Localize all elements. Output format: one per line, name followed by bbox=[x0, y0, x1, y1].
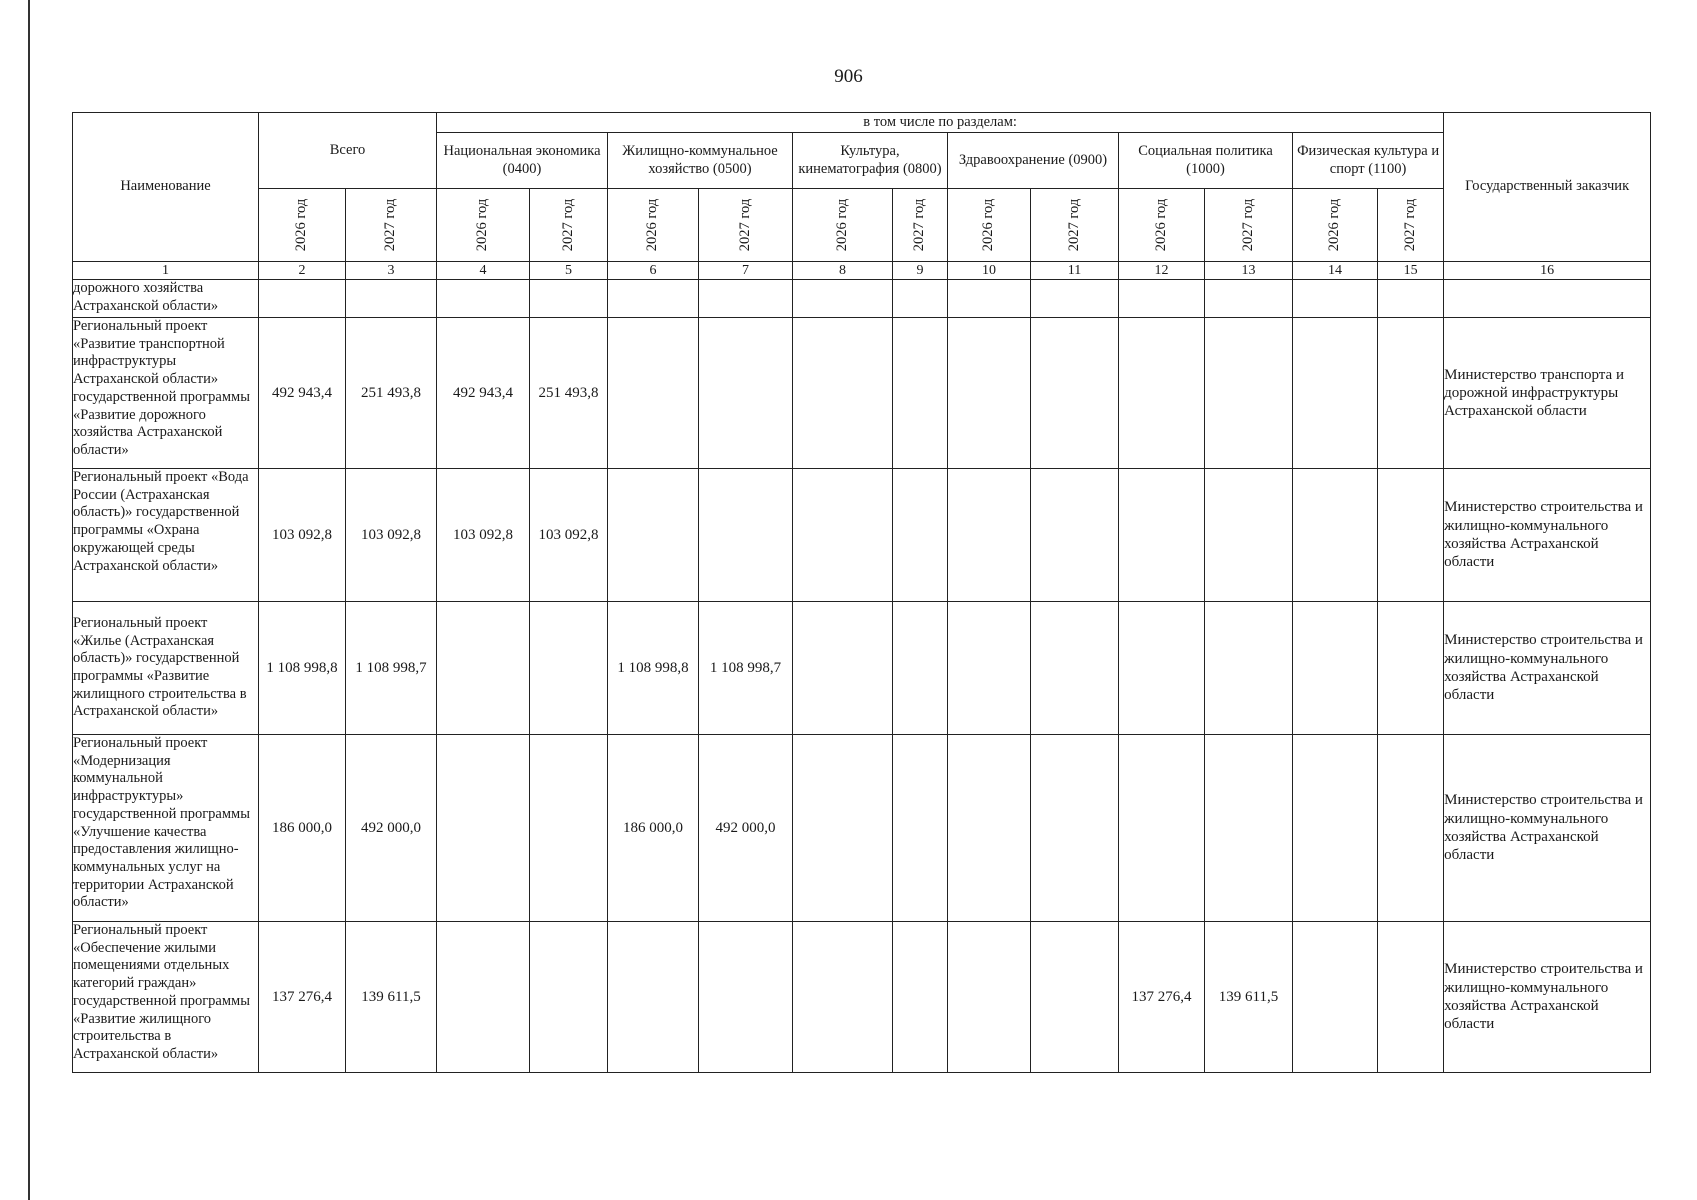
column-number: 4 bbox=[437, 262, 530, 280]
cell-value bbox=[1378, 318, 1444, 469]
page-number: 906 bbox=[834, 66, 863, 87]
cell-value bbox=[893, 318, 948, 469]
cell-value: 103 092,8 bbox=[437, 469, 530, 602]
header-total: Всего bbox=[259, 113, 437, 189]
cell-value: 251 493,8 bbox=[530, 318, 608, 469]
cell-value bbox=[1293, 922, 1378, 1073]
cell-value bbox=[1378, 602, 1444, 735]
cell-value: 137 276,4 bbox=[1119, 922, 1205, 1073]
cell-value: 103 092,8 bbox=[346, 469, 437, 602]
column-number-row bbox=[73, 262, 1651, 280]
cell-value bbox=[530, 602, 608, 735]
cell-value bbox=[699, 469, 793, 602]
year-header: 2027 год bbox=[530, 189, 608, 262]
cell-value bbox=[1293, 602, 1378, 735]
binding-line bbox=[28, 0, 30, 1200]
year-header: 2027 год bbox=[1205, 189, 1293, 262]
column-number: 5 bbox=[530, 262, 608, 280]
cell-value bbox=[1031, 922, 1119, 1073]
cell-value bbox=[793, 922, 893, 1073]
row-name: Региональный проект «Вода России (Астраханская область)» государственной программы «Охрана окружающей среды Астраханской области» bbox=[73, 469, 259, 602]
cell-value bbox=[346, 280, 437, 318]
budget-table bbox=[72, 112, 1651, 1073]
cell-value: 492 943,4 bbox=[259, 318, 346, 469]
year-header: 2026 год bbox=[793, 189, 893, 262]
column-number: 9 bbox=[893, 262, 948, 280]
cell-value bbox=[893, 602, 948, 735]
cell-value bbox=[259, 280, 346, 318]
cell-value: 492 000,0 bbox=[699, 735, 793, 922]
cell-value bbox=[1205, 735, 1293, 922]
cell-value bbox=[893, 469, 948, 602]
row-name: Региональный проект «Модернизация коммунальной инфраструктуры» государственной программы «Улучшение качества предоставления жилищно-коммунальных услуг на территории Астраханской области» bbox=[73, 735, 259, 922]
column-number: 11 bbox=[1031, 262, 1119, 280]
cell-value bbox=[793, 280, 893, 318]
year-header: 2026 год bbox=[259, 189, 346, 262]
header-name: Наименование bbox=[73, 113, 259, 262]
table-body bbox=[73, 280, 1651, 1073]
cell-value bbox=[948, 922, 1031, 1073]
cell-value bbox=[1293, 318, 1378, 469]
year-header: 2027 год bbox=[1031, 189, 1119, 262]
cell-value bbox=[437, 280, 530, 318]
column-number: 14 bbox=[1293, 262, 1378, 280]
cell-value bbox=[1205, 602, 1293, 735]
header-section: Жилищно-коммунальное хозяйство (0500) bbox=[608, 133, 793, 189]
cell-value: 137 276,4 bbox=[259, 922, 346, 1073]
year-header: 2026 год bbox=[437, 189, 530, 262]
cell-value bbox=[1031, 735, 1119, 922]
cell-value bbox=[1031, 602, 1119, 735]
cell-value bbox=[893, 922, 948, 1073]
cell-value: 139 611,5 bbox=[346, 922, 437, 1073]
cell-value bbox=[1119, 735, 1205, 922]
cell-value bbox=[948, 735, 1031, 922]
row-name: Региональный проект «Обеспечение жилыми помещениями отдельных категорий граждан» государственной программы «Развитие жилищного строительства в Астраханской области» bbox=[73, 922, 259, 1073]
cell-value bbox=[699, 922, 793, 1073]
header-sections-caption: в том числе по разделам: bbox=[437, 113, 1444, 133]
header-section: Национальная экономика (0400) bbox=[437, 133, 608, 189]
row-customer: Министерство транспорта и дорожной инфраструктуры Астраханской области bbox=[1444, 318, 1651, 469]
cell-value: 251 493,8 bbox=[346, 318, 437, 469]
cell-value: 139 611,5 bbox=[1205, 922, 1293, 1073]
column-number: 3 bbox=[346, 262, 437, 280]
cell-value bbox=[437, 735, 530, 922]
table-header bbox=[73, 113, 1651, 280]
cell-value: 1 108 998,7 bbox=[699, 602, 793, 735]
cell-value bbox=[1031, 469, 1119, 602]
column-number: 6 bbox=[608, 262, 699, 280]
row-name: дорожного хозяйства Астраханской области» bbox=[73, 280, 259, 318]
column-number: 7 bbox=[699, 262, 793, 280]
table-row bbox=[73, 318, 1651, 469]
cell-value bbox=[1378, 922, 1444, 1073]
cell-value bbox=[608, 922, 699, 1073]
cell-value bbox=[893, 735, 948, 922]
cell-value: 186 000,0 bbox=[259, 735, 346, 922]
column-number: 12 bbox=[1119, 262, 1205, 280]
cell-value bbox=[608, 280, 699, 318]
cell-value bbox=[530, 280, 608, 318]
header-section: Культура, кинематография (0800) bbox=[793, 133, 948, 189]
row-customer bbox=[1444, 280, 1651, 318]
column-number: 15 bbox=[1378, 262, 1444, 280]
table-row bbox=[73, 602, 1651, 735]
cell-value bbox=[608, 318, 699, 469]
cell-value bbox=[437, 602, 530, 735]
row-name: Региональный проект «Развитие транспортной инфраструктуры Астраханской области» государственной программы «Развитие дорожного хозяйства Астраханской области» bbox=[73, 318, 259, 469]
row-customer: Министерство строительства и жилищно-коммунального хозяйства Астраханской области bbox=[1444, 602, 1651, 735]
table-row bbox=[73, 280, 1651, 318]
table-row bbox=[73, 469, 1651, 602]
column-number: 13 bbox=[1205, 262, 1293, 280]
row-name: Региональный проект «Жилье (Астраханская область)» государственной программы «Развитие жилищного строительства в Астраханской области» bbox=[73, 602, 259, 735]
table-row bbox=[73, 922, 1651, 1073]
cell-value: 492 000,0 bbox=[346, 735, 437, 922]
header-customer: Государственный заказчик bbox=[1444, 113, 1651, 262]
cell-value bbox=[893, 280, 948, 318]
cell-value bbox=[948, 602, 1031, 735]
column-number: 2 bbox=[259, 262, 346, 280]
cell-value bbox=[1205, 469, 1293, 602]
cell-value: 1 108 998,7 bbox=[346, 602, 437, 735]
header-section: Социальная политика (1000) bbox=[1119, 133, 1293, 189]
cell-value bbox=[699, 280, 793, 318]
cell-value bbox=[530, 735, 608, 922]
cell-value bbox=[1378, 469, 1444, 602]
year-header: 2026 год bbox=[1293, 189, 1378, 262]
cell-value: 103 092,8 bbox=[530, 469, 608, 602]
column-number: 1 bbox=[73, 262, 259, 280]
cell-value: 1 108 998,8 bbox=[259, 602, 346, 735]
cell-value bbox=[1293, 469, 1378, 602]
column-number: 10 bbox=[948, 262, 1031, 280]
cell-value bbox=[699, 318, 793, 469]
cell-value bbox=[793, 318, 893, 469]
year-header: 2027 год bbox=[1378, 189, 1444, 262]
year-header: 2027 год bbox=[346, 189, 437, 262]
cell-value bbox=[437, 922, 530, 1073]
year-header: 2027 год bbox=[893, 189, 948, 262]
cell-value bbox=[948, 469, 1031, 602]
cell-value bbox=[1031, 318, 1119, 469]
column-number: 16 bbox=[1444, 262, 1651, 280]
cell-value bbox=[948, 318, 1031, 469]
cell-value bbox=[793, 735, 893, 922]
cell-value bbox=[948, 280, 1031, 318]
cell-value bbox=[1031, 280, 1119, 318]
row-customer: Министерство строительства и жилищно-коммунального хозяйства Астраханской области bbox=[1444, 922, 1651, 1073]
cell-value bbox=[1119, 280, 1205, 318]
column-number: 8 bbox=[793, 262, 893, 280]
cell-value bbox=[1205, 280, 1293, 318]
table-row bbox=[73, 735, 1651, 922]
cell-value: 1 108 998,8 bbox=[608, 602, 699, 735]
cell-value bbox=[1119, 602, 1205, 735]
cell-value: 103 092,8 bbox=[259, 469, 346, 602]
cell-value bbox=[1119, 469, 1205, 602]
cell-value bbox=[530, 922, 608, 1073]
header-section: Физическая культура и спорт (1100) bbox=[1293, 133, 1444, 189]
cell-value bbox=[1205, 318, 1293, 469]
cell-value bbox=[793, 469, 893, 602]
year-header: 2026 год bbox=[1119, 189, 1205, 262]
cell-value bbox=[608, 469, 699, 602]
year-header: 2027 год bbox=[699, 189, 793, 262]
cell-value bbox=[793, 602, 893, 735]
cell-value: 186 000,0 bbox=[608, 735, 699, 922]
cell-value bbox=[1293, 280, 1378, 318]
cell-value bbox=[1378, 280, 1444, 318]
cell-value bbox=[1293, 735, 1378, 922]
cell-value bbox=[1378, 735, 1444, 922]
year-header: 2026 год bbox=[608, 189, 699, 262]
year-header: 2026 год bbox=[948, 189, 1031, 262]
row-customer: Министерство строительства и жилищно-коммунального хозяйства Астраханской области bbox=[1444, 469, 1651, 602]
cell-value: 492 943,4 bbox=[437, 318, 530, 469]
cell-value bbox=[1119, 318, 1205, 469]
header-section: Здравоохранение (0900) bbox=[948, 133, 1119, 189]
row-customer: Министерство строительства и жилищно-коммунального хозяйства Астраханской области bbox=[1444, 735, 1651, 922]
